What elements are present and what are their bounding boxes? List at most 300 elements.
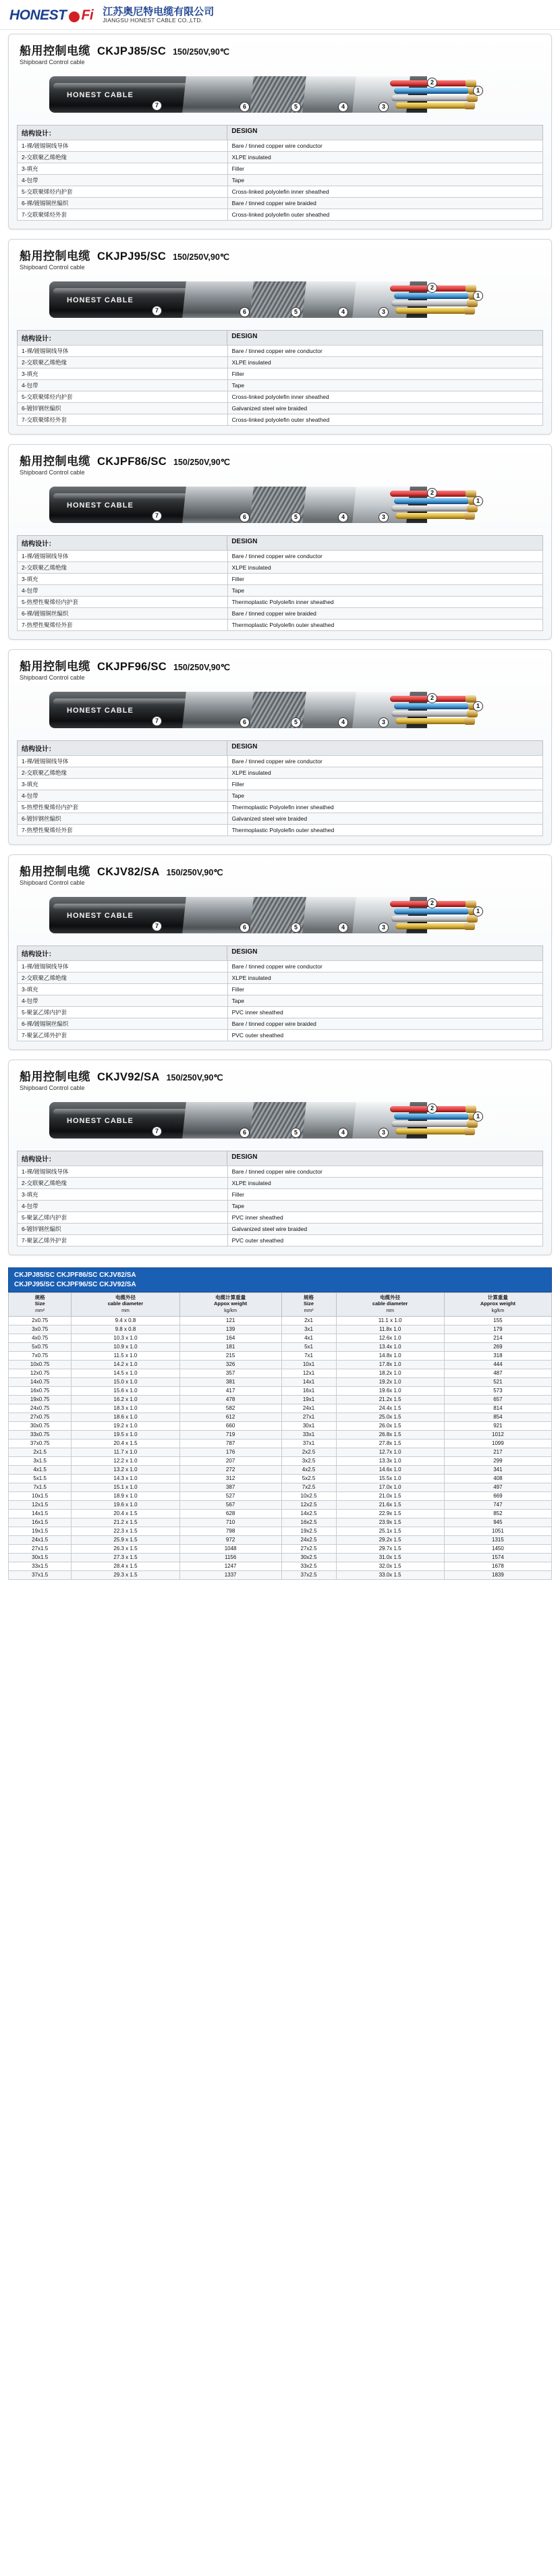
callout-7: 7 [152, 716, 162, 726]
callout-5: 5 [291, 923, 301, 933]
design-row-cn: 4-包带 [18, 995, 228, 1007]
spec-cell: 176 [179, 1448, 281, 1456]
callout-5: 5 [291, 512, 301, 522]
design-row-cn: 7-热塑性聚烯烃外套 [18, 825, 228, 836]
table-row [9, 1474, 552, 1483]
design-header-cn: 结构设计： [18, 741, 227, 755]
spec-cell: 19.5 x 1.0 [72, 1430, 179, 1439]
product-card [8, 34, 552, 229]
spec-cell: 18.2x 1.0 [336, 1369, 444, 1377]
design-row-en: PVC inner sheathed [227, 1212, 542, 1224]
spec-cell: 19.6 x 1.0 [72, 1500, 179, 1509]
spec-cell: 30x2.5 [281, 1553, 336, 1562]
logo-dot-icon [69, 11, 80, 22]
spec-cell: 17.8x 1.0 [336, 1360, 444, 1369]
spec-cell: 7x1.5 [9, 1483, 72, 1491]
spec-cell: 1574 [444, 1553, 551, 1562]
core-blue [394, 88, 470, 94]
conductor-tip [464, 512, 475, 520]
spec-cell: 11.5 x 1.0 [72, 1351, 179, 1360]
card-title-row [17, 1067, 543, 1084]
spec-cell: 19x2.5 [281, 1527, 336, 1535]
card-rating: 150/250V,90℃ [173, 252, 229, 262]
core-yellow [395, 1128, 468, 1134]
spec-cell: 972 [179, 1535, 281, 1544]
design-row-cn: 6-镀锌钢丝编织 [18, 813, 228, 825]
table-row [9, 1562, 552, 1570]
design-row-en: Filler [227, 984, 542, 995]
spec-cell: 326 [179, 1360, 281, 1369]
callout-3: 3 [379, 102, 389, 112]
spec-cell: 30x1 [281, 1421, 336, 1430]
table-row [9, 1369, 552, 1377]
spec-cell: 37x0.75 [9, 1439, 72, 1448]
spec-cell: 11.8x 1.0 [336, 1325, 444, 1334]
spec-cell: 19.6x 1.0 [336, 1386, 444, 1395]
spec-cell: 5x1 [281, 1342, 336, 1351]
design-row-en: Bare / tinned copper wire conductor [227, 1166, 542, 1178]
card-product-code: CKJV92/SA [97, 1071, 160, 1083]
table-row [9, 1325, 552, 1334]
design-row-cn: 3-填充 [18, 574, 228, 585]
spec-cell: 1450 [444, 1544, 551, 1553]
spec-cell: 9.4 x 0.8 [72, 1316, 179, 1325]
design-row-en: Cross-linked polyolefin outer sheathed [227, 414, 542, 426]
product-card [8, 854, 552, 1050]
spec-cell: 16x0.75 [9, 1386, 72, 1395]
design-table-header [17, 1151, 543, 1166]
callout-1: 1 [473, 701, 483, 711]
design-row-en: Tape [227, 1201, 542, 1212]
spec-header-line-1: CKJPJ85/SC CKJPF86/SC CKJV82/SA [14, 1271, 136, 1279]
callout-6: 6 [240, 1128, 250, 1138]
design-row-cn: 1-裸/镀锡铜线导体 [18, 551, 228, 562]
spec-cell: 787 [179, 1439, 281, 1448]
spec-cell: 24x1.5 [9, 1535, 72, 1544]
table-row [18, 1201, 543, 1212]
design-row-en: Bare / tinned copper wire braided [227, 1018, 542, 1030]
spec-col-diameter-2: 电缆外径 cable diameter mm [336, 1293, 444, 1317]
product-card [8, 649, 552, 845]
design-row-en: Galvanized steel wire braided [227, 1224, 542, 1235]
table-row [18, 767, 543, 779]
design-row-en: Tape [227, 790, 542, 802]
table-row [9, 1483, 552, 1491]
page-header [0, 0, 560, 30]
spec-cell: 4x0.75 [9, 1334, 72, 1342]
core-blue [394, 498, 470, 504]
spec-cell: 852 [444, 1509, 551, 1518]
design-row-cn: 1-裸/镀锡铜线导体 [18, 140, 228, 152]
table-row [18, 368, 543, 380]
spec-cell: 21.6x 1.5 [336, 1500, 444, 1509]
table-row [9, 1448, 552, 1456]
design-row-en: Galvanized steel wire braided [227, 813, 542, 825]
design-row-en: Tape [227, 380, 542, 391]
table-row [18, 984, 543, 995]
spec-cell: 710 [179, 1518, 281, 1527]
table-row [18, 1018, 543, 1030]
spec-cell: 7x2.5 [281, 1483, 336, 1491]
spec-header-banner [8, 1267, 552, 1292]
table-row [9, 1334, 552, 1342]
spec-cell: 12.7x 1.0 [336, 1448, 444, 1456]
spec-col-size-2: 规格 Size mm² [281, 1293, 336, 1317]
spec-cell: 14x0.75 [9, 1377, 72, 1386]
spec-cell: 660 [179, 1421, 281, 1430]
spec-cell: 408 [444, 1474, 551, 1483]
spec-cell: 12x0.75 [9, 1369, 72, 1377]
table-row [9, 1377, 552, 1386]
design-row-en: XLPE insulated [227, 767, 542, 779]
spec-cell: 12x1.5 [9, 1500, 72, 1509]
logo-accent-text: Fi [81, 7, 94, 23]
design-table [17, 550, 543, 631]
design-header-en: DESIGN [231, 948, 258, 956]
design-row-en: Cross-linked polyolefin inner sheathed [227, 186, 542, 198]
cable-brand-print: HONEST CABLE [67, 91, 134, 99]
design-row-cn: 3-填充 [18, 1189, 228, 1201]
spec-cell: 2x1 [281, 1316, 336, 1325]
core-yellow [395, 103, 468, 109]
callout-7: 7 [152, 306, 162, 316]
spec-cell: 582 [179, 1404, 281, 1413]
card-product-code: CKJPJ95/SC [97, 250, 167, 263]
design-row-en: XLPE insulated [227, 152, 542, 163]
cable-brand-print: HONEST CABLE [67, 912, 134, 920]
design-header-cn: 结构设计： [18, 331, 227, 345]
spec-cell: 26.0x 1.5 [336, 1421, 444, 1430]
spec-cell: 17.0x 1.0 [336, 1483, 444, 1491]
design-table-header [17, 740, 543, 755]
design-row-cn: 3-填充 [18, 163, 228, 175]
spec-cell: 27.3 x 1.5 [72, 1553, 179, 1562]
table-row [9, 1351, 552, 1360]
card-title-row [17, 41, 543, 58]
design-row-en: Galvanized steel wire braided [227, 403, 542, 414]
spec-cell: 215 [179, 1351, 281, 1360]
spec-cell: 33x1 [281, 1430, 336, 1439]
spec-cell: 28.4 x 1.5 [72, 1562, 179, 1570]
spec-cell: 567 [179, 1500, 281, 1509]
spec-cell: 20.4 x 1.5 [72, 1439, 179, 1448]
table-row [9, 1421, 552, 1430]
design-row-en: Filler [227, 574, 542, 585]
design-header-en: DESIGN [231, 128, 258, 135]
spec-cell: 417 [179, 1386, 281, 1395]
table-row [18, 357, 543, 368]
spec-cell: 357 [179, 1369, 281, 1377]
design-row-cn: 1-裸/镀锡铜线导体 [18, 756, 228, 767]
spec-cell: 22.3 x 1.5 [72, 1527, 179, 1535]
design-row-cn: 6-裸/镀锡铜丝编织 [18, 198, 228, 209]
table-row [18, 1235, 543, 1246]
conductor-tip [464, 102, 475, 109]
spec-cell: 23.9x 1.5 [336, 1518, 444, 1527]
spec-cell: 1315 [444, 1535, 551, 1544]
spec-cell: 11.7 x 1.0 [72, 1448, 179, 1456]
conductor-tip [464, 307, 475, 314]
table-row [18, 1178, 543, 1189]
core-yellow [395, 923, 468, 929]
spec-cell: 4x1 [281, 1334, 336, 1342]
design-row-cn: 2-交联聚乙烯绝缘 [18, 972, 228, 984]
spec-cell: 478 [179, 1395, 281, 1404]
callout-1: 1 [473, 86, 483, 96]
spec-cell: 16x1 [281, 1386, 336, 1395]
table-row [9, 1316, 552, 1325]
spec-cell: 4x2.5 [281, 1465, 336, 1474]
spec-col-diameter-1: 电缆外径 cable diameter mm [72, 1293, 179, 1317]
spec-cell: 814 [444, 1404, 551, 1413]
callout-1: 1 [473, 496, 483, 506]
card-title-en: Shipboard Control cable [20, 674, 85, 681]
table-row [9, 1456, 552, 1465]
specification-section [0, 1265, 560, 1592]
spec-cell: 521 [444, 1377, 551, 1386]
cable-illustration [17, 1094, 543, 1147]
callout-3: 3 [379, 923, 389, 933]
callout-4: 4 [338, 307, 348, 317]
spec-cell: 26.8x 1.5 [336, 1430, 444, 1439]
spec-cell: 5x0.75 [9, 1342, 72, 1351]
spec-cell: 12x2.5 [281, 1500, 336, 1509]
spec-cell: 10x0.75 [9, 1360, 72, 1369]
spec-cell: 497 [444, 1483, 551, 1491]
callout-6: 6 [240, 512, 250, 522]
design-row-cn: 7-聚氯乙烯外护套 [18, 1235, 228, 1246]
spec-cell: 945 [444, 1518, 551, 1527]
spec-cell: 1678 [444, 1562, 551, 1570]
design-row-en: Bare / tinned copper wire conductor [227, 346, 542, 357]
design-row-cn: 7-热塑性聚烯烃外套 [18, 620, 228, 631]
design-table [17, 960, 543, 1041]
spec-cell: 30x0.75 [9, 1421, 72, 1430]
company-logo [9, 7, 93, 24]
table-row [18, 1030, 543, 1041]
spec-cell: 5x1.5 [9, 1474, 72, 1483]
spec-cell: 14x2.5 [281, 1509, 336, 1518]
design-row-cn: 5-聚氯乙烯内护套 [18, 1007, 228, 1018]
conductor-tip [464, 1128, 475, 1135]
card-rating: 150/250V,90℃ [173, 47, 229, 57]
design-row-en: XLPE insulated [227, 972, 542, 984]
table-row [18, 825, 543, 836]
design-header-en: DESIGN [231, 1153, 258, 1161]
spec-cell: 29.3 x 1.5 [72, 1570, 179, 1579]
spec-cell: 1099 [444, 1439, 551, 1448]
table-row [18, 585, 543, 597]
table-row [18, 163, 543, 175]
design-row-en: Bare / tinned copper wire braided [227, 198, 542, 209]
cable-brand-print: HONEST CABLE [67, 707, 134, 715]
table-row [9, 1518, 552, 1527]
design-row-en: PVC inner sheathed [227, 1007, 542, 1018]
table-row [9, 1553, 552, 1562]
design-header-cn: 结构设计： [18, 1151, 227, 1166]
spec-cell: 3x0.75 [9, 1325, 72, 1334]
spec-cell: 14.5 x 1.0 [72, 1369, 179, 1377]
design-row-cn: 7-聚氯乙烯外护套 [18, 1030, 228, 1041]
spec-header-line-2: CKJPJ95/SC CKJPF96/SC CKJV92/SA [14, 1280, 136, 1288]
table-row [18, 961, 543, 972]
table-row [9, 1439, 552, 1448]
spec-cell: 527 [179, 1491, 281, 1500]
design-row-en: Filler [227, 368, 542, 380]
design-header-cn: 结构设计： [18, 126, 227, 140]
callout-4: 4 [338, 923, 348, 933]
card-title-en: Shipboard Control cable [20, 879, 85, 886]
table-row [18, 140, 543, 152]
design-header-cn: 结构设计： [18, 536, 227, 550]
design-table-header [17, 125, 543, 140]
design-table-header [17, 535, 543, 550]
design-row-en: Bare / tinned copper wire conductor [227, 961, 542, 972]
spec-cell: 669 [444, 1491, 551, 1500]
card-title-en: Shipboard Control cable [20, 1085, 85, 1091]
spec-cell: 318 [444, 1351, 551, 1360]
spec-cell: 33.0x 1.5 [336, 1570, 444, 1579]
card-rating: 150/250V,90℃ [173, 458, 230, 467]
design-row-cn: 7-交联聚烯烃外套 [18, 414, 228, 426]
spec-cell: 612 [179, 1413, 281, 1421]
design-row-cn: 5-交联聚烯烃内护套 [18, 391, 228, 403]
core-white [391, 300, 470, 306]
table-row [18, 186, 543, 198]
table-row [18, 346, 543, 357]
table-row [18, 1166, 543, 1178]
card-title-cn: 船用控制电缆 [20, 1070, 90, 1083]
design-row-en: Thermoplastic Polyolefin inner sheathed [227, 597, 542, 608]
spec-cell: 18.6 x 1.0 [72, 1413, 179, 1421]
table-row [18, 574, 543, 585]
spec-cell: 14x1.5 [9, 1509, 72, 1518]
spec-cell: 13.4x 1.0 [336, 1342, 444, 1351]
table-row [9, 1544, 552, 1553]
spec-cell: 1247 [179, 1562, 281, 1570]
spec-cell: 5x2.5 [281, 1474, 336, 1483]
cable-illustration [17, 478, 543, 531]
callout-7: 7 [152, 921, 162, 931]
callout-7: 7 [152, 511, 162, 521]
spec-cell: 179 [444, 1325, 551, 1334]
table-row [18, 620, 543, 631]
table-row [18, 790, 543, 802]
design-row-en: Tape [227, 175, 542, 186]
design-row-cn: 4-包带 [18, 585, 228, 597]
card-title-en: Shipboard Control cable [20, 59, 85, 65]
callout-5: 5 [291, 717, 301, 728]
callout-1: 1 [473, 906, 483, 916]
design-row-cn: 3-填充 [18, 368, 228, 380]
table-row [18, 1212, 543, 1224]
callout-2: 2 [427, 1103, 437, 1114]
card-title-en: Shipboard Control cable [20, 264, 85, 271]
core-yellow [395, 308, 468, 314]
spec-cell: 1051 [444, 1527, 551, 1535]
design-row-cn: 5-聚氯乙烯内护套 [18, 1212, 228, 1224]
spec-cell: 14.2 x 1.0 [72, 1360, 179, 1369]
spec-cell: 16.2 x 1.0 [72, 1395, 179, 1404]
cable-brand-print: HONEST CABLE [67, 296, 134, 304]
spec-cell: 747 [444, 1500, 551, 1509]
spec-cell: 19.2 x 1.0 [72, 1421, 179, 1430]
table-row [18, 380, 543, 391]
spec-table [8, 1292, 552, 1580]
spec-cell: 12.6x 1.0 [336, 1334, 444, 1342]
spec-cell: 33x2.5 [281, 1562, 336, 1570]
card-product-code: CKJPF86/SC [97, 456, 167, 468]
spec-col-size-1: 规格 Size mm² [9, 1293, 72, 1317]
callout-3: 3 [379, 512, 389, 522]
design-header-cn: 结构设计： [18, 946, 227, 960]
spec-cell: 4x1.5 [9, 1465, 72, 1474]
callout-4: 4 [338, 102, 348, 112]
card-title-row [17, 451, 543, 468]
design-row-cn: 3-填充 [18, 984, 228, 995]
spec-cell: 25.0x 1.5 [336, 1413, 444, 1421]
design-row-cn: 5-热塑性聚烯烃内护套 [18, 802, 228, 813]
design-row-cn: 1-裸/镀锡铜线导体 [18, 961, 228, 972]
table-row [18, 1007, 543, 1018]
cable-illustration [17, 684, 543, 736]
spec-col-weight-2: 计算重量 Approx weight kg/km [444, 1293, 551, 1317]
spec-cell: 10.9 x 1.0 [72, 1342, 179, 1351]
spec-cell: 214 [444, 1334, 551, 1342]
spec-cell: 27x2.5 [281, 1544, 336, 1553]
card-title-cn: 船用控制电缆 [20, 660, 90, 673]
core-white [391, 916, 470, 922]
spec-cell: 9.8 x 0.8 [72, 1325, 179, 1334]
spec-cell: 10.3 x 1.0 [72, 1334, 179, 1342]
card-title-row [17, 862, 543, 879]
card-title-cn: 船用控制电缆 [20, 865, 90, 878]
card-rating: 150/250V,90℃ [166, 868, 223, 877]
spec-cell: 657 [444, 1395, 551, 1404]
spec-cell: 16x1.5 [9, 1518, 72, 1527]
company-name-cn: 江苏奥尼特电缆有限公司 [103, 5, 215, 18]
design-row-cn: 1-裸/镀锡铜线导体 [18, 346, 228, 357]
callout-7: 7 [152, 101, 162, 111]
logo-text: HONEST [9, 7, 67, 23]
spec-cell: 37x1.5 [9, 1570, 72, 1579]
spec-cell: 21.2 x 1.5 [72, 1518, 179, 1527]
table-row [9, 1386, 552, 1395]
table-row [9, 1509, 552, 1518]
product-card [8, 444, 552, 640]
design-table [17, 755, 543, 836]
design-row-cn: 6-裸/镀锡铜丝编织 [18, 1018, 228, 1030]
spec-cell: 14.3 x 1.0 [72, 1474, 179, 1483]
core-white [391, 505, 470, 512]
spec-cell: 269 [444, 1342, 551, 1351]
spec-cell: 13.3x 1.0 [336, 1456, 444, 1465]
product-card-list [0, 30, 560, 1255]
spec-cell: 387 [179, 1483, 281, 1491]
design-table-header [17, 946, 543, 960]
spec-cell: 1337 [179, 1570, 281, 1579]
cable-illustration [17, 889, 543, 941]
table-row [18, 597, 543, 608]
design-row-cn: 5-交联聚烯烃内护套 [18, 186, 228, 198]
spec-cell: 19x0.75 [9, 1395, 72, 1404]
spec-cell: 10x2.5 [281, 1491, 336, 1500]
spec-cell: 181 [179, 1342, 281, 1351]
spec-table-header-row [9, 1293, 552, 1317]
spec-cell: 15.5x 1.0 [336, 1474, 444, 1483]
card-title-row [17, 657, 543, 674]
spec-cell: 12x1 [281, 1369, 336, 1377]
